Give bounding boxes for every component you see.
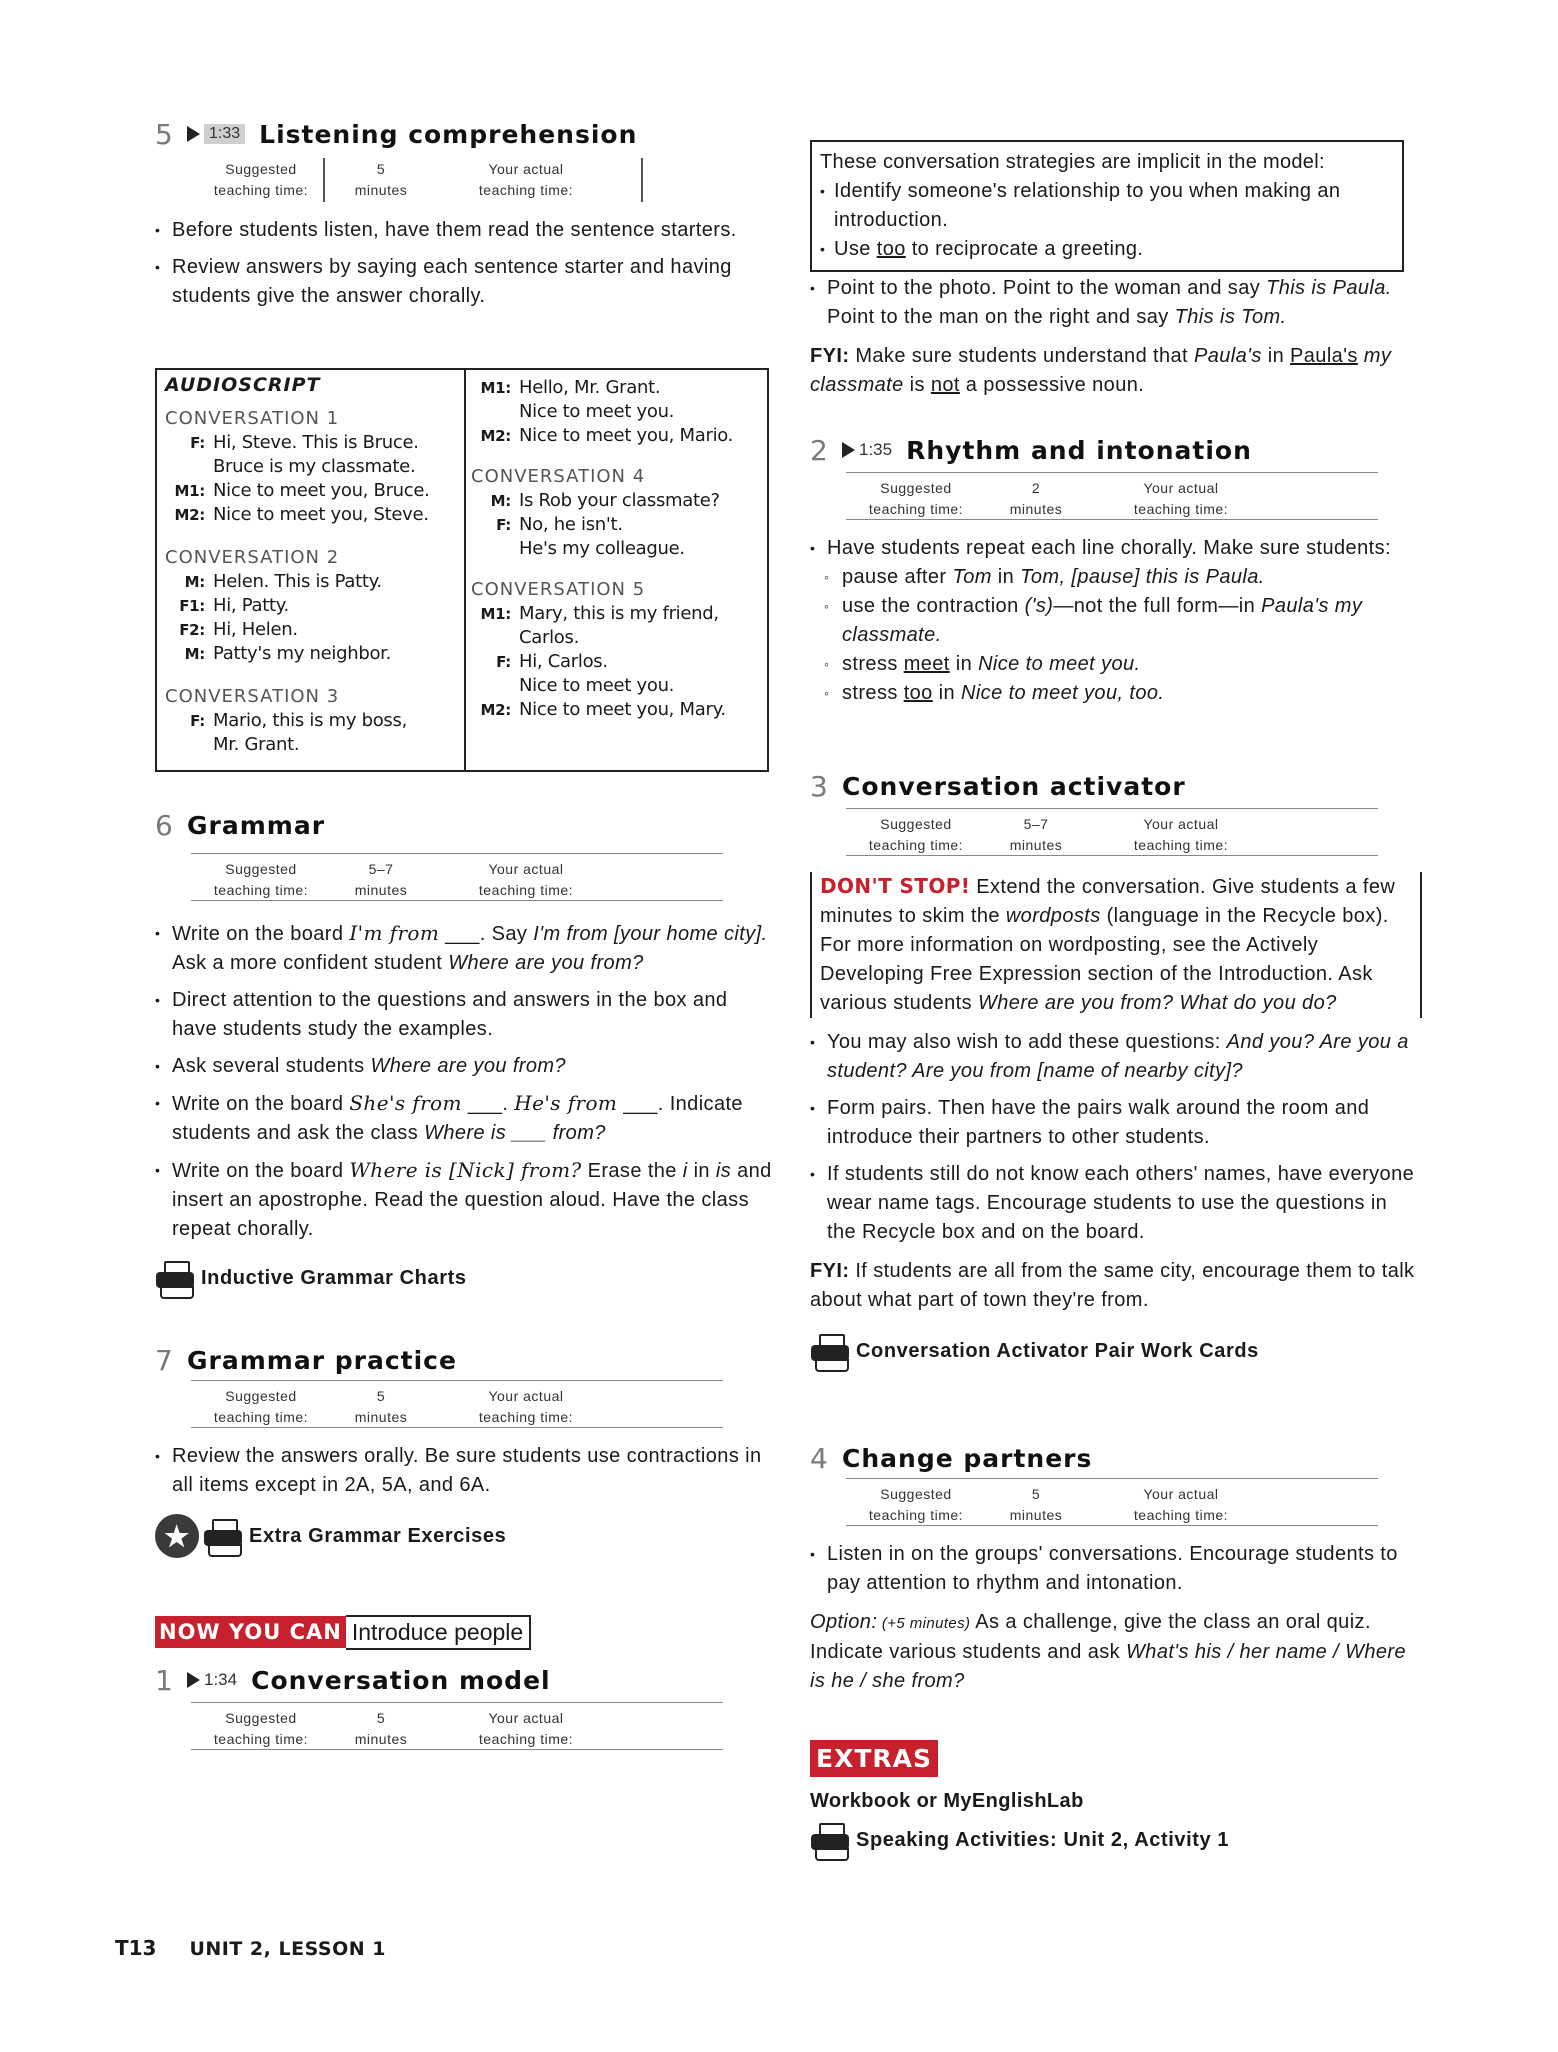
section-number: 1: [155, 1663, 173, 1697]
script-line: Mr. Grant.: [213, 734, 300, 755]
section-title: Grammar: [187, 810, 326, 840]
play-icon: [842, 442, 855, 458]
section-header: [810, 1438, 1422, 1478]
section-title: Rhythm and intonation: [906, 435, 1252, 465]
script-line: M: Is Rob your classmate?: [490, 490, 720, 511]
section-header: [155, 114, 775, 154]
script-line: Nice to meet you.: [519, 401, 675, 422]
timing-suggested: Suggested teaching time:: [213, 161, 309, 198]
audio-track[interactable]: [187, 1670, 237, 1690]
section-header: [810, 766, 1422, 806]
conversation-heading: CONVERSATION 3: [165, 686, 340, 707]
list-item: • Listen in on the groups' conversations. Encourage students to pay attention to rhythm and intonation.: [810, 1540, 1422, 1598]
section-header: [810, 430, 1422, 470]
play-icon: [187, 1672, 200, 1688]
star-icon: ★: [155, 1514, 199, 1558]
resource-label: Conversation Activator Pair Work Cards: [856, 1339, 1259, 1362]
section-conversation-activator: [810, 766, 1422, 1373]
script-line: F: Mario, this is my boss,: [190, 710, 408, 731]
script-line: F2: Hi, Helen.: [179, 619, 298, 640]
script-line: Bruce is my classmate.: [213, 456, 416, 477]
script-line: Nice to meet you.: [519, 675, 675, 696]
section-title: Conversation model: [251, 1665, 551, 1695]
script-line: F1: Hi, Patty.: [179, 595, 289, 616]
sub-item: ◦ use the contraction ('s)—not the full form—in Paula's my classmate.: [810, 592, 1422, 650]
list-item: • Review answers by saying each sentence starter and having students give the answer chorally.: [155, 253, 775, 311]
audio-track[interactable]: [187, 124, 245, 144]
script-line: F: Hi, Carlos.: [496, 651, 608, 672]
page-number: T13: [115, 1936, 157, 1960]
teaching-time: Suggested teaching time: 5 minutes Your actual teaching time:: [191, 1702, 723, 1750]
resource-label: Extra Grammar Exercises: [249, 1524, 507, 1547]
section-number: 2: [810, 433, 828, 467]
section-title: Change partners: [842, 1443, 1093, 1473]
script-line: M1: Nice to meet you, Bruce.: [174, 480, 430, 501]
conversation-heading: CONVERSATION 4: [471, 466, 646, 487]
script-line: M2: Nice to meet you, Mary.: [480, 699, 726, 720]
option-note: Option: (+5 minutes) As a challenge, give the class an oral quiz. Indicate various students and ask What's his / her name / Where is he / she from?: [810, 1611, 1406, 1692]
section-grammar: [155, 805, 775, 1300]
timing-actual: Your actual teaching time:: [478, 161, 574, 198]
section-number: 4: [810, 1441, 828, 1475]
list-item: • Review the answers orally. Be sure students use contractions in all items except in 2A, 5A, and 6A.: [155, 1442, 775, 1500]
resource-link[interactable]: [810, 1818, 1422, 1862]
section-conversation-model: [155, 1660, 775, 1750]
section-header: [155, 1340, 775, 1380]
section-header: [155, 1660, 775, 1700]
script-line: M1: Hello, Mr. Grant.: [480, 377, 661, 398]
script-line: F: Hi, Steve. This is Bruce.: [190, 432, 419, 453]
sub-item: ◦ stress too in Nice to meet you, too.: [810, 679, 1422, 708]
list-item: • Before students listen, have them read the sentence starters.: [155, 216, 775, 245]
resource-link[interactable]: [155, 1514, 775, 1558]
section-title: Conversation activator: [842, 771, 1186, 801]
list-item: • Write on the board Where is [Nick] from? Erase the i in is and insert an apostrophe. Read the question aloud. Have the class repeat chorally.: [155, 1156, 775, 1244]
printer-icon: [155, 1260, 195, 1296]
script-line: He's my colleague.: [519, 538, 685, 559]
audioscript-left: [165, 374, 460, 770]
list-item: • Use too to reciprocate a greeting.: [820, 235, 1394, 264]
list-item: • Write on the board She's from ___. He's from ___. Indicate students and ask the class Where is ___ from?: [155, 1089, 775, 1148]
sub-item: ◦ stress meet in Nice to meet you.: [810, 650, 1422, 679]
fyi-note: FYI: If students are all from the same city, encourage them to talk about what part of town they're from.: [810, 1260, 1415, 1311]
teaching-time: Suggested teaching time: 2 minutes Your actual teaching time:: [846, 472, 1378, 520]
script-line: M: Patty's my neighbor.: [184, 643, 392, 664]
extras-tag: EXTRAS: [810, 1740, 938, 1777]
list-item: • Point to the photo. Point to the woman and say This is Paula. Point to the man on the right and say This is Tom.: [810, 274, 1422, 332]
printer-icon: [810, 1333, 850, 1369]
audio-track-label: 1:35: [859, 440, 893, 459]
list-item: • Direct attention to the questions and answers in the box and have students study the examples.: [155, 986, 775, 1044]
timing-minutes: 5 minutes: [354, 161, 408, 198]
script-line: M2: Nice to meet you, Mario.: [480, 425, 734, 446]
teaching-time: Suggested teaching time: 5 minutes Your actual teaching time:: [846, 1478, 1378, 1526]
script-line: M2: Nice to meet you, Steve.: [174, 504, 429, 525]
section-grammar-practice: [155, 1340, 775, 1558]
unit-lesson: UNIT 2, LESSON 1: [189, 1938, 386, 1960]
list-item: • If students still do not know each others' names, have everyone wear name tags. Encourage students to use the questions in the Recycle box and on the board.: [810, 1160, 1422, 1247]
section-number: 5: [155, 117, 173, 151]
section-rhythm-intonation: [810, 430, 1422, 708]
script-line: M: Helen. This is Patty.: [184, 571, 382, 592]
extras-section: [810, 1740, 1422, 1862]
teaching-time: Suggested teaching time: 5–7 minutes Your actual teaching time:: [191, 853, 723, 901]
resource-link[interactable]: [155, 1256, 775, 1300]
play-icon: [187, 126, 200, 142]
list-item: • Form pairs. Then have the pairs walk around the room and introduce their partners to other students.: [810, 1094, 1422, 1152]
sub-item: ◦ pause after Tom in Tom, [pause] this is Paula.: [810, 563, 1422, 592]
page-footer: [115, 1936, 386, 1960]
photo-instructions: [810, 274, 1422, 400]
audioscript-title: AUDIOSCRIPT: [165, 374, 321, 396]
list-item: • Identify someone's relationship to you when making an introduction.: [820, 177, 1394, 235]
teaching-time: Suggested teaching time: 5 minutes Your actual teaching time:: [191, 1380, 723, 1428]
audioscript-box: [155, 368, 769, 772]
teaching-time: [191, 154, 723, 204]
script-line: Carlos.: [519, 627, 580, 648]
section-title: Grammar practice: [187, 1345, 457, 1375]
list-item: • You may also wish to add these questions: And you? Are you a student? Are you from [name of nearby city]?: [810, 1028, 1422, 1086]
section-number: 7: [155, 1343, 173, 1377]
teaching-time: Suggested teaching time: 5–7 minutes Your actual teaching time:: [846, 808, 1378, 856]
section-number: 6: [155, 808, 173, 842]
printer-icon: [203, 1518, 243, 1554]
resource-link[interactable]: [810, 1329, 1422, 1373]
audio-track[interactable]: [842, 440, 892, 460]
section-change-partners: [810, 1438, 1422, 1696]
section-listening-comprehension: [155, 114, 775, 311]
conversation-heading: CONVERSATION 5: [471, 579, 646, 600]
audio-track-label: 1:34: [204, 1670, 238, 1689]
strategies-intro: These conversation strategies are implicit in the model:: [820, 151, 1325, 173]
fyi-note: FYI: Make sure students understand that Paula's in Paula's my classmate is not a possessive noun.: [810, 345, 1392, 396]
strategies-box: [810, 140, 1404, 272]
list-item: • Write on the board I'm from ___. Say I'm from [your home city]. Ask a more confident student Where are you from?: [155, 919, 775, 978]
audioscript-right: [471, 374, 761, 770]
now-you-can-tag: NOW YOU CAN: [155, 1616, 346, 1648]
now-you-can-banner: [155, 1612, 775, 1652]
conversation-heading: CONVERSATION 1: [165, 408, 340, 429]
extras-line[interactable]: Workbook or MyEnglishLab: [810, 1790, 1084, 1812]
section-title: Listening comprehension: [259, 119, 638, 149]
conversation-heading: CONVERSATION 2: [165, 547, 340, 568]
section-header: [155, 805, 775, 845]
now-you-can-title: Introduce people: [346, 1615, 531, 1650]
dont-stop-label: DON'T STOP!: [820, 874, 971, 898]
list-item: • Have students repeat each line chorally. Make sure students:: [810, 534, 1422, 563]
audio-track-label: 1:33: [204, 124, 245, 144]
resource-label: Inductive Grammar Charts: [201, 1266, 467, 1289]
printer-icon: [810, 1822, 850, 1858]
script-line: M1: Mary, this is my friend,: [480, 603, 719, 624]
list-item: • Ask several students Where are you from?: [155, 1052, 775, 1081]
dont-stop-box: DON'T STOP! Extend the conversation. Give students a few minutes to skim the wordposts (language in the Recycle box). For more information on wordposting, see the Actively Developing Free Expression section of the Introduction. Ask various students Where are you from? What do you do?: [810, 872, 1422, 1018]
resource-label: Speaking Activities: Unit 2, Activity 1: [856, 1828, 1230, 1851]
section-number: 3: [810, 769, 828, 803]
script-line: F: No, he isn't.: [496, 514, 623, 535]
